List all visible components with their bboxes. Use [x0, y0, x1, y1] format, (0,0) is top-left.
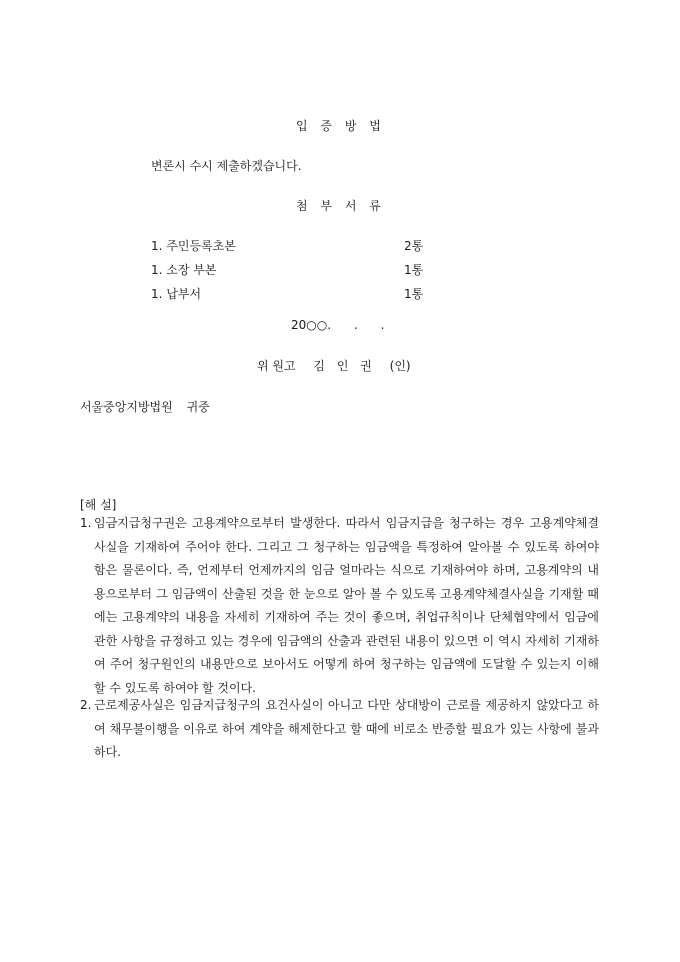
filing-date: 20○○. . . — [291, 318, 385, 332]
evidence-title: 입 증 방 법 — [296, 119, 381, 133]
attachment-item — [151, 285, 451, 309]
commentary-item-number: 2. — [80, 698, 92, 712]
attachment-qty: 2통 — [404, 239, 424, 253]
attachment-qty: 1통 — [404, 287, 424, 301]
attachments-title: 첨 부 서 류 — [296, 199, 381, 213]
attachments-list — [151, 237, 451, 309]
attachment-name: 1. 납부서 — [151, 287, 202, 301]
commentary-item-number: 1. — [80, 516, 92, 530]
attachment-item — [151, 261, 451, 285]
attachment-item — [151, 237, 451, 261]
commentary-item-text: 임금지급청구권은 고용계약으로부터 발생한다. 따라서 임금지급을 청구하는 경우 고용계약체결사실을 기재하여 주어야 한다. 그리고 그 청구하는 임금액을 특정하여 알아볼 수 있도록 하여야 함은 물론이다. 즉, 언제부터 언제까지의 임금 얼마라는 식으로 기재하여야 하며, 고용계약의 내용으로부터 그 임금액이 산출된 것을 한 눈으로 알아 볼 수 있도록 고용계약체결사실을 기재할 때에는 고용계약의 내용을 자세히 기재하여 주는 것이 좋으며, 취업규칙이나 단체협약에서 임금에 관한 사항을 규정하고 있는 경우에 임금액의 산출과 관련된 내용이 있으면 이 역시 자세히 기재하여 주어 청구원인의 내용만으로 보아서도 어떻게 하여 청구하는 임금액에 도달할 수 있는지 이해할 수 있도록 하여야 할 것이다. — [94, 516, 599, 695]
attachment-name: 1. 소장 부본 — [151, 263, 217, 277]
evidence-statement: 변론시 수시 제출하겠습니다. — [151, 159, 302, 173]
commentary-item — [80, 512, 599, 700]
attachment-qty: 1통 — [404, 263, 424, 277]
court-suffix: 귀중 — [186, 400, 210, 414]
commentary-item — [80, 694, 599, 765]
signature-seal: (인) — [389, 359, 411, 373]
commentary-item-text: 근로제공사실은 임금지급청구의 요건사실이 아니고 다만 상대방이 근로를 제공하지 않았다고 하여 채무불이행을 이유로 하여 계약을 해제한다고 할 때에 비로소 반증할 필요가 있는 사항에 불과하다. — [94, 698, 599, 759]
court-name: 서울중앙지방법원 — [80, 400, 173, 414]
signature-line — [257, 357, 411, 374]
attachment-name: 1. 주민등록초본 — [151, 239, 236, 253]
signature-name: 김 인 권 — [313, 359, 372, 373]
commentary-header: [해 설] — [80, 498, 117, 512]
signature-role: 위 원고 — [257, 359, 296, 373]
court-addressee — [80, 398, 210, 415]
